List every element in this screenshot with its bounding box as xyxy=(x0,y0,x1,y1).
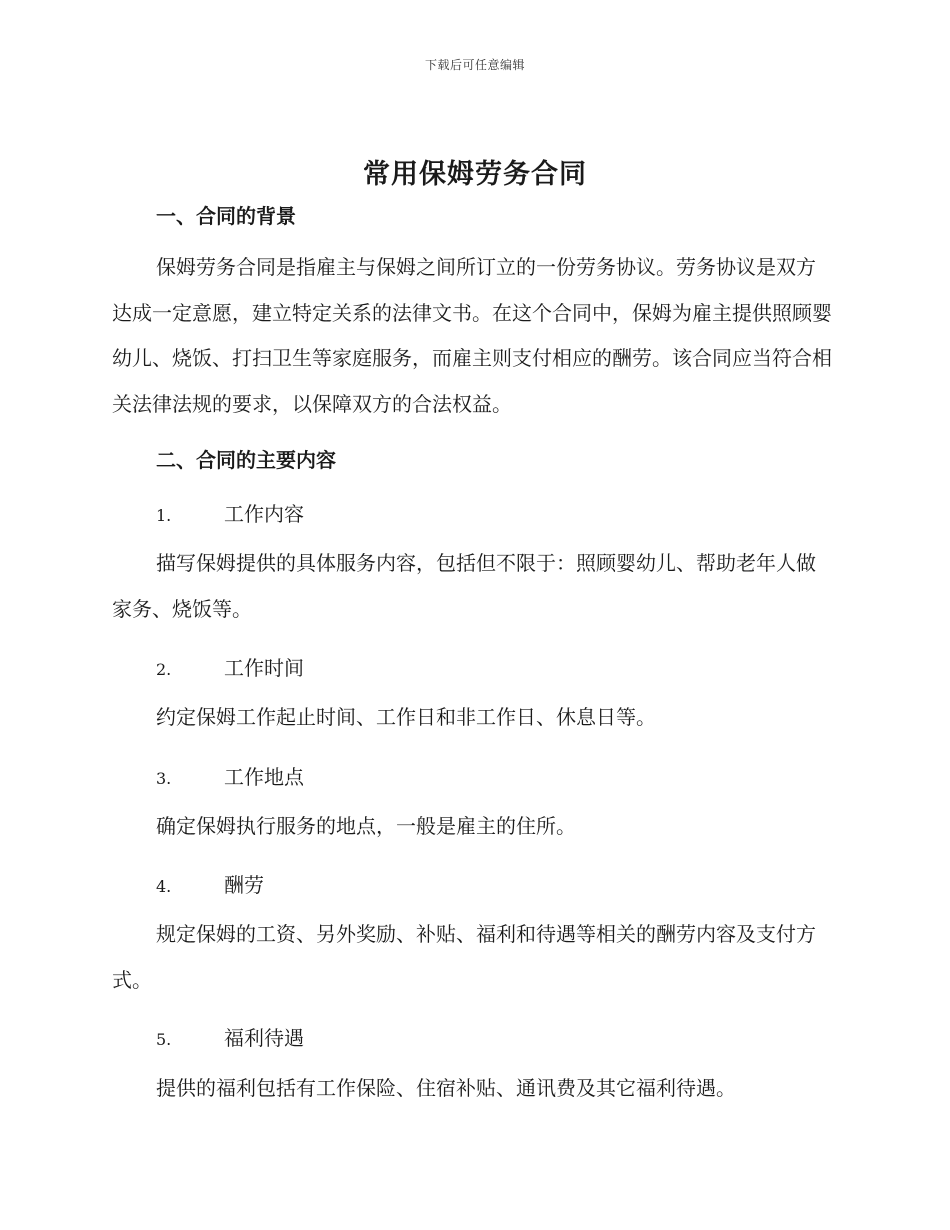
list-item-number: 1. xyxy=(156,506,172,525)
list-item-number: 5. xyxy=(156,1030,172,1049)
list-item-description: 规定保姆的工资、另外奖励、补贴、福利和待遇等相关的酬劳内容及支付方式。 xyxy=(112,922,816,992)
list-item-heading xyxy=(156,869,264,898)
list-item-number: 4. xyxy=(156,877,172,896)
list-item-title: 工作时间 xyxy=(224,656,304,680)
list-item-number: 2. xyxy=(156,660,172,679)
list-item-title: 福利待遇 xyxy=(224,1026,304,1050)
section-heading-background: 一、合同的背景 xyxy=(156,204,296,228)
section-heading-main-content: 二、合同的主要内容 xyxy=(156,448,336,472)
list-item-title: 工作地点 xyxy=(224,765,304,789)
list-item-title: 酬劳 xyxy=(224,873,264,897)
list-item-heading xyxy=(156,1022,304,1051)
list-item-heading xyxy=(156,498,304,527)
list-item-heading xyxy=(156,761,304,790)
list-item-number: 3. xyxy=(156,769,172,788)
intro-paragraph: 保姆劳务合同是指雇主与保姆之间所订立的一份劳务协议。劳务协议是双方达成一定意愿，建立特定关系的法律文书。在这个合同中，保姆为雇主提供照顾婴幼儿、烧饭、打扫卫生等家庭服务，而雇主则支付相应的酬劳。该合同应当符合相关法律法规的要求，以保障双方的合法权益。 xyxy=(112,255,832,416)
list-item-title: 工作内容 xyxy=(224,502,304,526)
document-title: 常用保姆劳务合同 xyxy=(363,159,587,190)
list-item-description: 描写保姆提供的具体服务内容，包括但不限于：照顾婴幼儿、帮助老年人做家务、烧饭等。 xyxy=(112,551,816,621)
list-item-description: 确定保姆执行服务的地点，一般是雇主的住所。 xyxy=(156,814,576,838)
header-note: 下载后可任意编辑 xyxy=(424,58,525,72)
list-item-description: 约定保姆工作起止时间、工作日和非工作日、休息日等。 xyxy=(156,705,656,729)
list-item-description: 提供的福利包括有工作保险、住宿补贴、通讯费及其它福利待遇。 xyxy=(156,1076,736,1100)
list-item-heading xyxy=(156,652,304,681)
